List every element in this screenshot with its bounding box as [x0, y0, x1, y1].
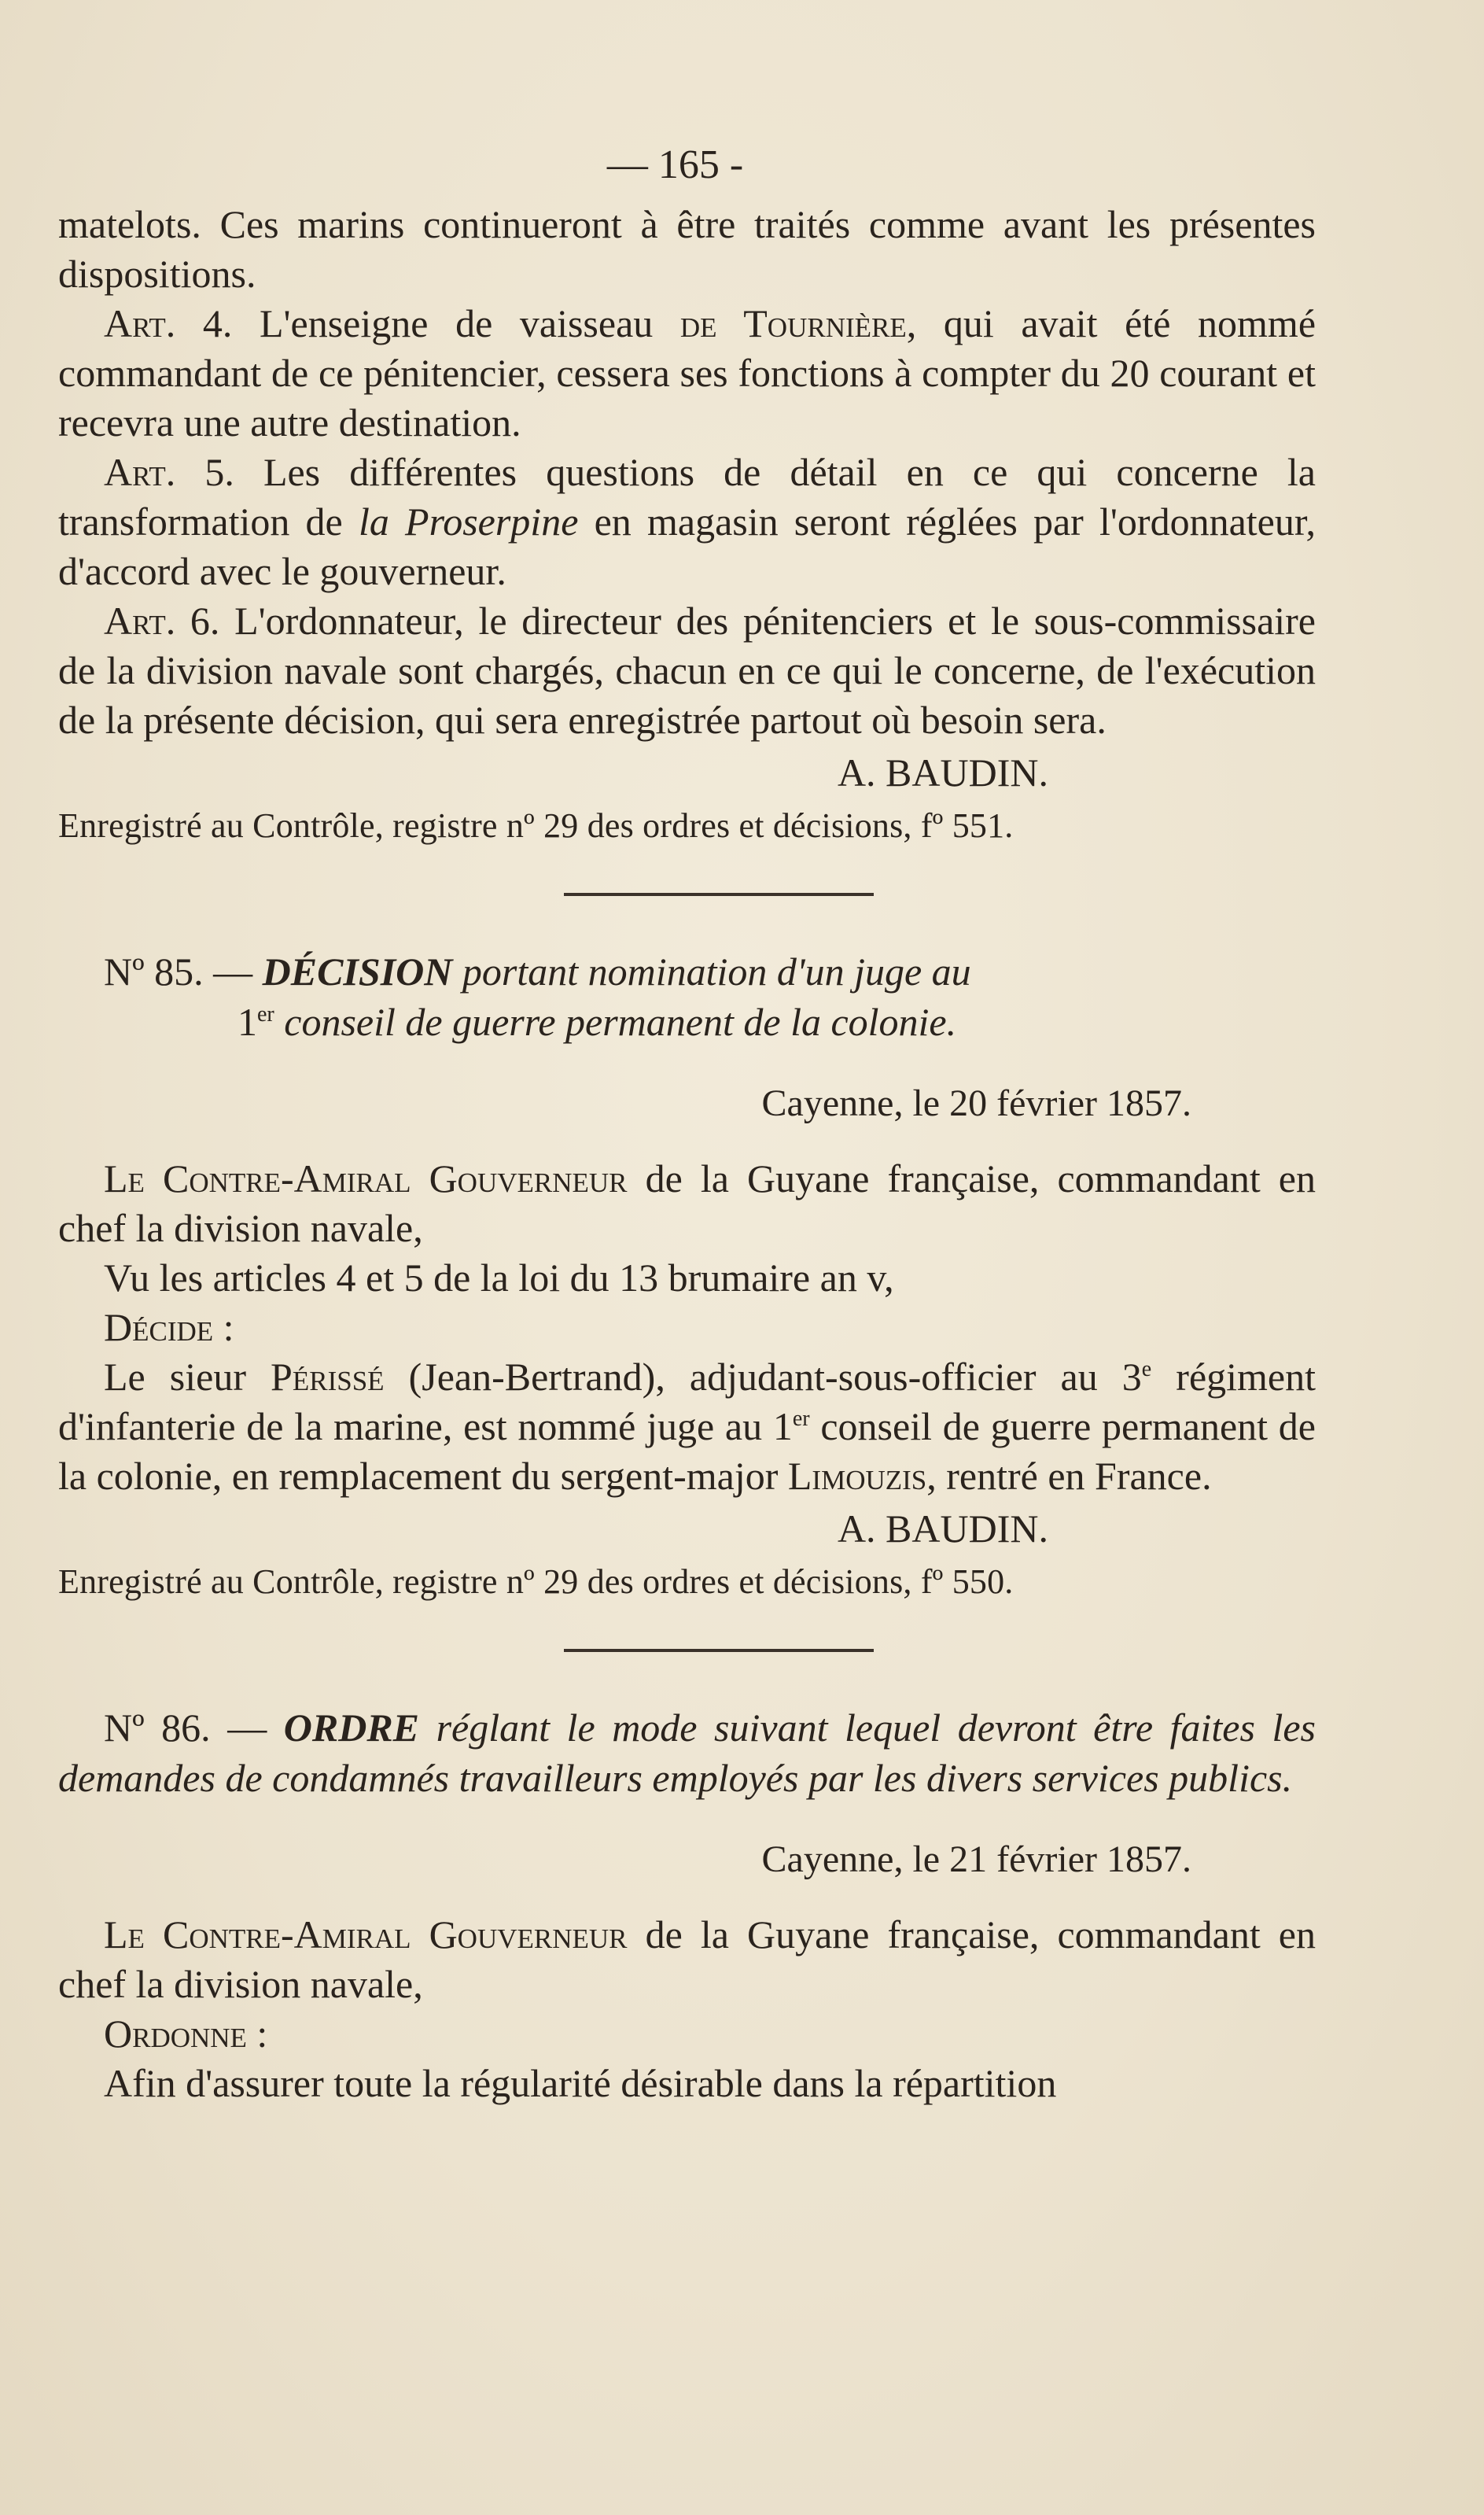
article-5 — [58, 448, 1316, 596]
article-6 — [58, 596, 1316, 745]
decision-title-text: portant nomination d'un juge au — [452, 950, 971, 994]
authority-title: Le Contre-Amiral Gouverneur — [104, 1912, 628, 1956]
section-divider — [564, 1649, 874, 1652]
person-name: Limouzis — [787, 1454, 927, 1498]
body-text: Le sieur — [104, 1355, 271, 1399]
preamble-text: de la Guyane française, commandant en chef la division navale, — [58, 1156, 1316, 1250]
order-title-text: réglant le mode suivant lequel devront être faites les demandes de condamnés travailleurs employés par les divers services publics. — [58, 1706, 1316, 1800]
person-name: de Tournière — [679, 301, 907, 345]
preamble — [58, 1910, 1316, 2009]
decision-kind: DÉCISION — [262, 950, 453, 994]
decision-body — [58, 1352, 1316, 1501]
ordinal-suffix: e — [1141, 1357, 1152, 1381]
registration-note: Enregistré au Contrôle, registre nº 29 des ordres et décisions, fº 551. — [58, 806, 1014, 845]
signature: A. BAUDIN. — [837, 1506, 1048, 1551]
article-label: Art. 5. — [104, 450, 234, 494]
article-text: , qui avait été nommé commandant de ce pénitencier, cessera ses fonctions à compter du 20 courant et recevra une autre destination. — [58, 301, 1316, 444]
person-name: Périssé — [271, 1355, 385, 1399]
decision-title-text: conseil de guerre permanent de la colonie. — [274, 1000, 957, 1044]
registration-note: Enregistré au Contrôle, registre nº 29 des ordres et décisions, fº 550. — [58, 1562, 1014, 1601]
ship-name: la Proserpine — [358, 500, 579, 544]
order-86-title — [58, 1702, 1316, 1803]
decide-heading: Décide : — [104, 1305, 234, 1349]
article-label: Art. 4. — [104, 301, 233, 345]
vu-clause: Vu les articles 4 et 5 de la loi du 13 brumaire an v, — [104, 1256, 894, 1300]
paragraph-continuation — [58, 200, 1316, 299]
dateline: Cayenne, le 20 février 1857. — [761, 1082, 1191, 1124]
body-text: régiment d'infanterie de la marine, est nommé juge au 1 — [58, 1355, 1316, 1448]
paragraph-text: matelots. Ces marins continueront à être traités comme avant les présentes dispositions. — [58, 202, 1316, 296]
signature: A. BAUDIN. — [837, 750, 1048, 795]
order-kind: ORDRE — [283, 1706, 420, 1750]
ordonne-heading: Ordonne : — [104, 2012, 268, 2056]
body-text: (Jean-Bertrand), adjudant-sous-officier au 3 — [384, 1355, 1142, 1399]
section-divider — [564, 893, 874, 896]
article-text: en magasin seront réglées par l'ordonnateur, d'accord avec le gouverneur. — [58, 500, 1316, 593]
body-text: conseil de guerre permanent de la colonie, en remplacement du sergent-major — [58, 1404, 1316, 1498]
article-label: Art. 6. — [104, 599, 220, 643]
ordinal-suffix: er — [257, 1002, 274, 1027]
preamble-text: de la Guyane française, commandant en chef la division navale, — [58, 1912, 1316, 2006]
body-text: , rentré en France. — [926, 1454, 1212, 1498]
decision-number: Nº 85. — — [104, 950, 253, 994]
dateline: Cayenne, le 21 février 1857. — [761, 1838, 1191, 1880]
order-body: Afin d'assurer toute la régularité désirable dans la répartition — [104, 2061, 1057, 2105]
authority-title: Le Contre-Amiral Gouverneur — [104, 1156, 628, 1200]
ordinal: 1 — [238, 1000, 257, 1044]
order-number: Nº 86. — — [104, 1706, 267, 1750]
decision-85-title — [58, 946, 1316, 1047]
article-text: Les différentes questions de détail en ce qui concerne la transformation de — [58, 450, 1316, 544]
article-text: L'enseigne de vaisseau — [232, 301, 680, 345]
article-4 — [58, 299, 1316, 448]
page-number: — 165 - — [606, 142, 744, 187]
preamble — [58, 1154, 1316, 1253]
article-text: L'ordonnateur, le directeur des pénitenciers et le sous-commissaire de la division navale sont chargés, chacun en ce qui le concerne, de l'exécution de la présente décision, qui sera enregistrée partout où besoin sera. — [58, 599, 1316, 742]
ordinal-suffix: er — [792, 1407, 810, 1431]
